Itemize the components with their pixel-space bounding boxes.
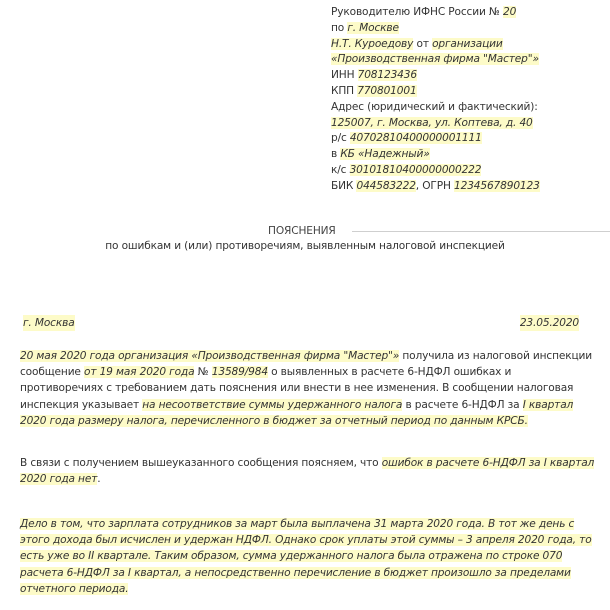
kpp-value: 770801001: [357, 84, 417, 97]
ogrn-value: 1234567890123: [454, 179, 540, 192]
address-line: [331, 116, 610, 132]
paragraph-3: Дело в том, что зарплата сотрудников за март была выплачена 31 марта 2020 года. В тот же день с этого дохода был исчислен и удержан НДФЛ. Однако срок уплаты этой суммы – 3 апреля 2020 года, то есть уже во II квартале. Таким образом, сумма удержанного налога была отражена по строке 070 расчета 6-НДФЛ за I квартал, а непосредственно перечисление в бюджет произошло за пределами отчетного периода.: [20, 518, 592, 595]
paragraph-2: В связи с получением вышеуказанного сообщения поясняем, что ошибок в расчете 6-НДФЛ за I квартал 2020 года нет.: [20, 457, 595, 486]
head-name: Н.Т. Куроедову: [331, 37, 414, 50]
address-label: Адрес (юридический и фактический):: [331, 100, 538, 113]
addressee-block: [331, 5, 610, 195]
ks-value: 30101810400000000222: [349, 163, 482, 176]
date: 23.05.2020: [519, 317, 579, 329]
paragraph-1: 20 мая 2020 года организация «Производственная фирма "Мастер"» получила из налоговой инспекции сообщение от 19 мая 2020 года № 13589/984 о выявленных в расчете 6-НДФЛ ошибках и противоречиях с требованием дать пояснения или внести в нее изменения. В сообщении налоговая инспекция указывает на несоответствие суммы удержанного налога в расчете 6-НДФЛ за I квартал 2020 года размеру налога, перечисленного в бюджет за отчетный период по данным КРСБ.: [20, 350, 593, 427]
document-title: ПОЯСНЕНИЯ: [268, 225, 336, 237]
bik-value: 044583222: [356, 179, 416, 192]
place: г. Москва: [23, 317, 75, 329]
rs-value: 40702810400000001111: [349, 132, 482, 145]
rs-line: р/с 40702810400000001111: [331, 132, 482, 145]
document-subtitle: по ошибкам и (или) противоречиям, выявленным налоговой инспекцией: [105, 240, 505, 252]
addressee-line-ifns: Руководителю ИФНС России № 20: [331, 6, 517, 18]
bank-line: в КБ «Надежный»: [331, 148, 430, 161]
inn-line: ИНН 708123436: [331, 69, 417, 82]
kpp-line: КПП 770801001: [331, 84, 417, 97]
ks-line: к/с 30101810400000000222: [331, 163, 482, 176]
bank-value: КБ «Надежный»: [340, 148, 430, 161]
addressee-line-city: по г. Москве: [331, 21, 399, 34]
addressee-line-head: Н.Т. Куроедову от организации: [331, 37, 503, 50]
title-divider: [352, 231, 610, 232]
inn-value: 708123436: [357, 69, 417, 82]
org-word: организации: [432, 37, 503, 50]
bik-ogrn-line: БИК 044583222, ОГРН 1234567890123: [331, 179, 540, 192]
title-row: [0, 223, 610, 239]
addressee-line-org: [331, 52, 610, 68]
org-name: «Производственная фирма "Мастер"»: [331, 53, 539, 66]
ifns-number: 20: [502, 6, 517, 18]
city-dative: г. Москве: [347, 21, 399, 34]
address-value: 125007, г. Москва, ул. Коптева, д. 40: [331, 116, 533, 129]
